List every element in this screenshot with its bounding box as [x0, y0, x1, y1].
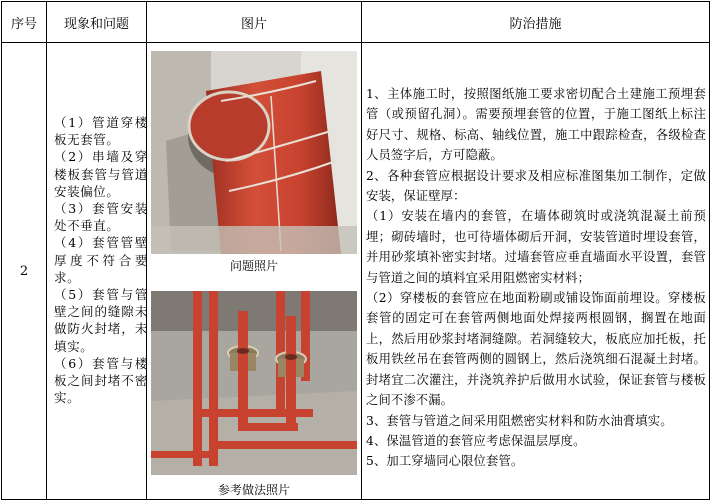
header-image: 图片	[240, 16, 267, 32]
issue-item: （4）套管管壁厚度不符合要求。	[54, 235, 148, 285]
measure-item: 3、套管与管道之间采用阻燃密实材料和防水油膏填实。	[366, 413, 673, 428]
col-divider	[361, 2, 362, 499]
header-issue: 现象和问题	[63, 16, 129, 32]
reference-photo	[151, 291, 357, 475]
issue-item: （5）套管与管壁之间的缝隙未做防火封堵，未填实。	[54, 287, 148, 354]
col-divider	[46, 2, 47, 499]
measure-item: 5、加工穿墙同心限位套管。	[366, 454, 524, 469]
measure-list	[366, 84, 706, 472]
issue-item: （1）管道穿楼板无套管。	[54, 115, 148, 148]
measure-item: （1）安装在墙内的套管，在墙体砌筑时或浇筑混凝土前预埋；砌砖墙时，也可待墙体砌后开洞，安装管道时埋设套管，并用砂浆填补密实封堵。过墙套管应垂直墙面水平设置，套管与管道之间的填料宜采用阻燃密实材料；	[366, 209, 706, 285]
issue-item: （3）套管安装处不垂直。	[54, 201, 148, 234]
problem-photo	[151, 51, 357, 254]
issue-item: （2）串墙及穿楼板套管与管道安装偏位。	[54, 149, 148, 199]
measure-item: （2）穿楼板的套管应在地面粉刷或铺设饰面前埋设。穿楼板套管的固定可在套管两侧地面处焊接两根圆钢，搁置在地面上，然后用砂浆封堵洞缝隙。若洞缝较大，板底应加托板，托板用铁丝吊在套管两侧的圆钢上，然后浇筑细石混凝土封堵。封堵宜二次灌注，并浇筑养护后做用水试验，保证套管与楼板之间不渗不漏。	[366, 291, 706, 408]
header-no: 序号	[10, 16, 37, 32]
issue-item: （6）套管与楼板之间封堵不密实。	[54, 355, 148, 406]
row-number: 2	[19, 263, 29, 279]
issue-list	[54, 114, 148, 406]
header-divider	[2, 42, 709, 43]
measure-item: 4、保温管道的套管应考虑保温层厚度。	[366, 433, 586, 448]
header-measure: 防治措施	[509, 16, 562, 32]
problem-photo-caption: 问题照片	[229, 259, 278, 273]
measure-item: 1、主体施工时，按照图纸施工要求密切配合土建施工预埋套管（或预留孔洞）。需要预埋套管的位置，于施工图纸上标注好尺寸、规格、标高、轴线位置，施工中跟踪检查，各级检查人员签字后，方可隐蔽。	[366, 87, 706, 163]
reference-photo-caption: 参考做法照片	[217, 483, 290, 497]
measure-item: 2、各种套管应根据设计要求及相应标准图集加工制作，定做安装，保证壁厚：	[366, 168, 706, 204]
issue-table	[1, 1, 710, 500]
